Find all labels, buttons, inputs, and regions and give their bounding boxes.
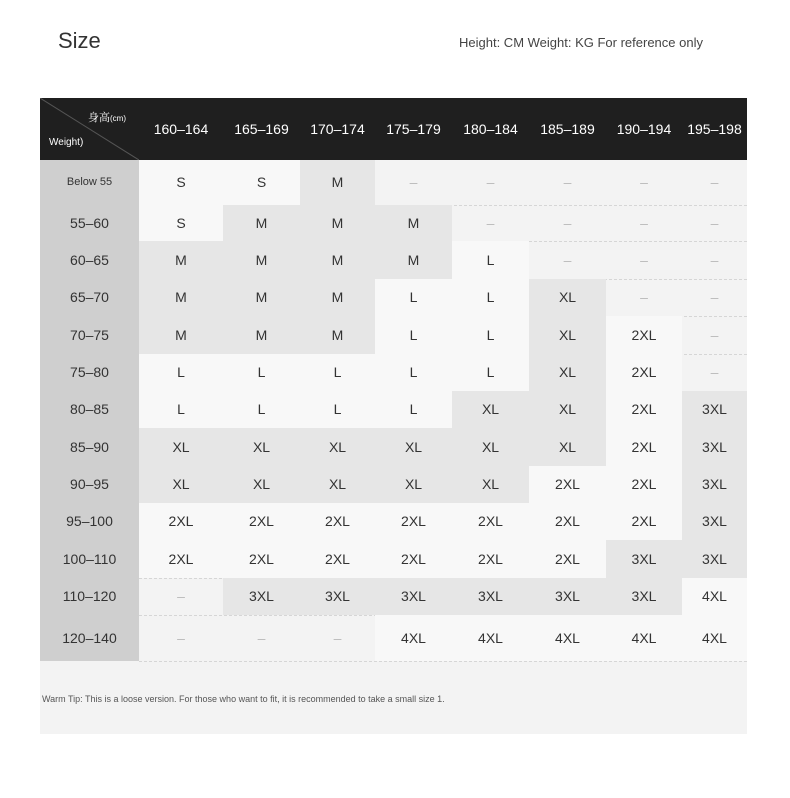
size-cell: 2XL (606, 391, 682, 428)
weight-row-label: 55–60 (70, 215, 109, 231)
size-chart-table (40, 98, 747, 734)
size-cell: 3XL (682, 466, 747, 503)
size-cell: – (710, 289, 719, 305)
weight-row-label: 65–70 (70, 289, 109, 305)
size-cell: 3XL (682, 428, 747, 466)
size-cell: 2XL (223, 503, 300, 540)
size-cell: – (640, 289, 648, 305)
size-cell: XL (300, 466, 375, 503)
unit-note: Height: CM Weight: KG For reference only (459, 35, 703, 50)
size-cell: 2XL (375, 503, 452, 540)
size-cell: M (300, 279, 375, 316)
size-cell: – (563, 174, 572, 190)
header-height-3: 175–179 (386, 121, 441, 137)
size-cell: 4XL (682, 578, 747, 615)
size-cell: – (486, 174, 495, 190)
size-cell: 2XL (606, 466, 682, 503)
corner-height-label (88, 109, 126, 125)
size-cell: – (710, 215, 719, 231)
header-height-4: 180–184 (463, 121, 518, 137)
size-cell: – (710, 364, 719, 380)
weight-row-label: 95–100 (66, 513, 113, 529)
size-cell: 4XL (375, 615, 452, 661)
size-cell: 4XL (606, 615, 682, 661)
size-cell: – (177, 588, 185, 604)
size-cell: – (257, 630, 266, 646)
size-cell: M (375, 205, 452, 241)
size-cell: L (375, 316, 452, 354)
size-cell: – (563, 215, 572, 231)
size-cell: M (223, 279, 300, 316)
size-cell: 3XL (682, 391, 747, 428)
size-cell: – (640, 215, 648, 231)
size-cell: XL (452, 391, 529, 428)
table-header (40, 98, 747, 160)
size-cell: M (300, 205, 375, 241)
size-cell: XL (139, 428, 223, 466)
height-label-text: 身高 (88, 112, 110, 124)
size-cell: – (710, 174, 719, 190)
size-cell: 3XL (223, 578, 300, 615)
header-height-0: 160–164 (153, 121, 209, 137)
size-cell: – (563, 252, 572, 268)
warm-tip: Warm Tip: This is a loose version. For those who want to fit, it is recommended to take a small size 1. (42, 694, 445, 704)
header-height-6: 190–194 (616, 121, 672, 137)
size-cell: XL (529, 391, 606, 428)
size-cell: – (409, 174, 418, 190)
size-cell: 2XL (139, 503, 223, 540)
size-cell: XL (375, 428, 452, 466)
size-cell: L (223, 391, 300, 428)
size-cell: XL (452, 428, 529, 466)
size-cell: M (300, 316, 375, 354)
weight-row-label: 110–120 (62, 588, 117, 604)
size-cell: 3XL (682, 503, 747, 540)
size-cell: L (139, 354, 223, 391)
size-cell: L (375, 279, 452, 316)
size-cell: 2XL (606, 354, 682, 391)
size-cell: M (139, 241, 223, 279)
size-cell: M (223, 205, 300, 241)
size-cell: 2XL (452, 503, 529, 540)
row-separator (139, 661, 747, 662)
size-cell: – (333, 630, 342, 646)
size-cell: 2XL (300, 540, 375, 578)
size-cell: 2XL (529, 503, 606, 540)
size-cell: L (452, 279, 529, 316)
size-cell: XL (452, 466, 529, 503)
size-cell: – (640, 252, 648, 268)
size-cell: 2XL (375, 540, 452, 578)
size-cell: – (640, 174, 648, 190)
weight-row-label: 120–140 (62, 630, 117, 646)
weight-row-label: 90–95 (70, 476, 109, 492)
size-cell: – (486, 215, 495, 231)
size-cell: XL (223, 428, 300, 466)
size-cell: 3XL (606, 578, 682, 615)
size-cell: – (710, 327, 719, 343)
size-cell: 3XL (682, 540, 747, 578)
size-cell: L (139, 391, 223, 428)
size-cell: L (452, 316, 529, 354)
size-cell: 3XL (606, 540, 682, 578)
header-height-7: 195–198 (687, 121, 742, 137)
size-cell: L (375, 354, 452, 391)
size-cell: XL (223, 466, 300, 503)
size-cell: M (223, 316, 300, 354)
size-cell: 2XL (606, 428, 682, 466)
size-cell: 2XL (606, 316, 682, 354)
size-cell: M (139, 279, 223, 316)
size-cell: XL (529, 316, 606, 354)
size-cell: S (139, 160, 223, 205)
size-cell: XL (375, 466, 452, 503)
weight-row-label: 80–85 (70, 401, 109, 417)
size-cell: – (177, 630, 185, 646)
size-cell: 3XL (375, 578, 452, 615)
size-cell: L (452, 241, 529, 279)
height-unit-text: (cm) (110, 114, 126, 123)
size-cell: 4XL (452, 615, 529, 661)
size-cell: 3XL (300, 578, 375, 615)
size-cell: L (223, 354, 300, 391)
size-cell: – (710, 252, 719, 268)
weight-row-label: 70–75 (70, 327, 109, 343)
size-cell: L (452, 354, 529, 391)
size-cell: 2XL (529, 540, 606, 578)
size-cell: L (375, 391, 452, 428)
size-cell: XL (139, 466, 223, 503)
size-cell: 3XL (529, 578, 606, 615)
size-cell: 2XL (223, 540, 300, 578)
size-cell: 2XL (452, 540, 529, 578)
weight-row-label: 100–110 (62, 551, 117, 567)
size-cell: L (300, 391, 375, 428)
header-height-2: 170–174 (310, 121, 365, 137)
header-height-1: 165–169 (234, 121, 289, 137)
size-cell: 2XL (529, 466, 606, 503)
size-cell: M (375, 241, 452, 279)
size-cell: 2XL (606, 503, 682, 540)
page-title: Size (58, 28, 101, 53)
size-cell: 4XL (682, 615, 747, 661)
size-cell: S (223, 160, 300, 205)
size-cell: L (300, 354, 375, 391)
corner-diagonal (40, 98, 139, 160)
size-cell: M (300, 241, 375, 279)
size-cell: M (139, 316, 223, 354)
size-cell: 2XL (300, 503, 375, 540)
size-cell: M (223, 241, 300, 279)
weight-row-label: Below 55 (66, 176, 113, 188)
size-cell: S (139, 205, 223, 241)
corner-weight-label: Weight) (49, 137, 84, 148)
size-cell: 2XL (139, 540, 223, 578)
size-cell: 4XL (529, 615, 606, 661)
size-cell: M (300, 160, 375, 205)
size-cell: XL (529, 428, 606, 466)
size-cell: XL (529, 279, 606, 316)
weight-row-label: 75–80 (70, 364, 109, 380)
size-cell: XL (300, 428, 375, 466)
header-height-5: 185–189 (540, 121, 595, 137)
size-cell: XL (529, 354, 606, 391)
weight-row-label: 60–65 (70, 252, 109, 268)
weight-row-label: 85–90 (70, 439, 109, 455)
size-cell: 3XL (452, 578, 529, 615)
